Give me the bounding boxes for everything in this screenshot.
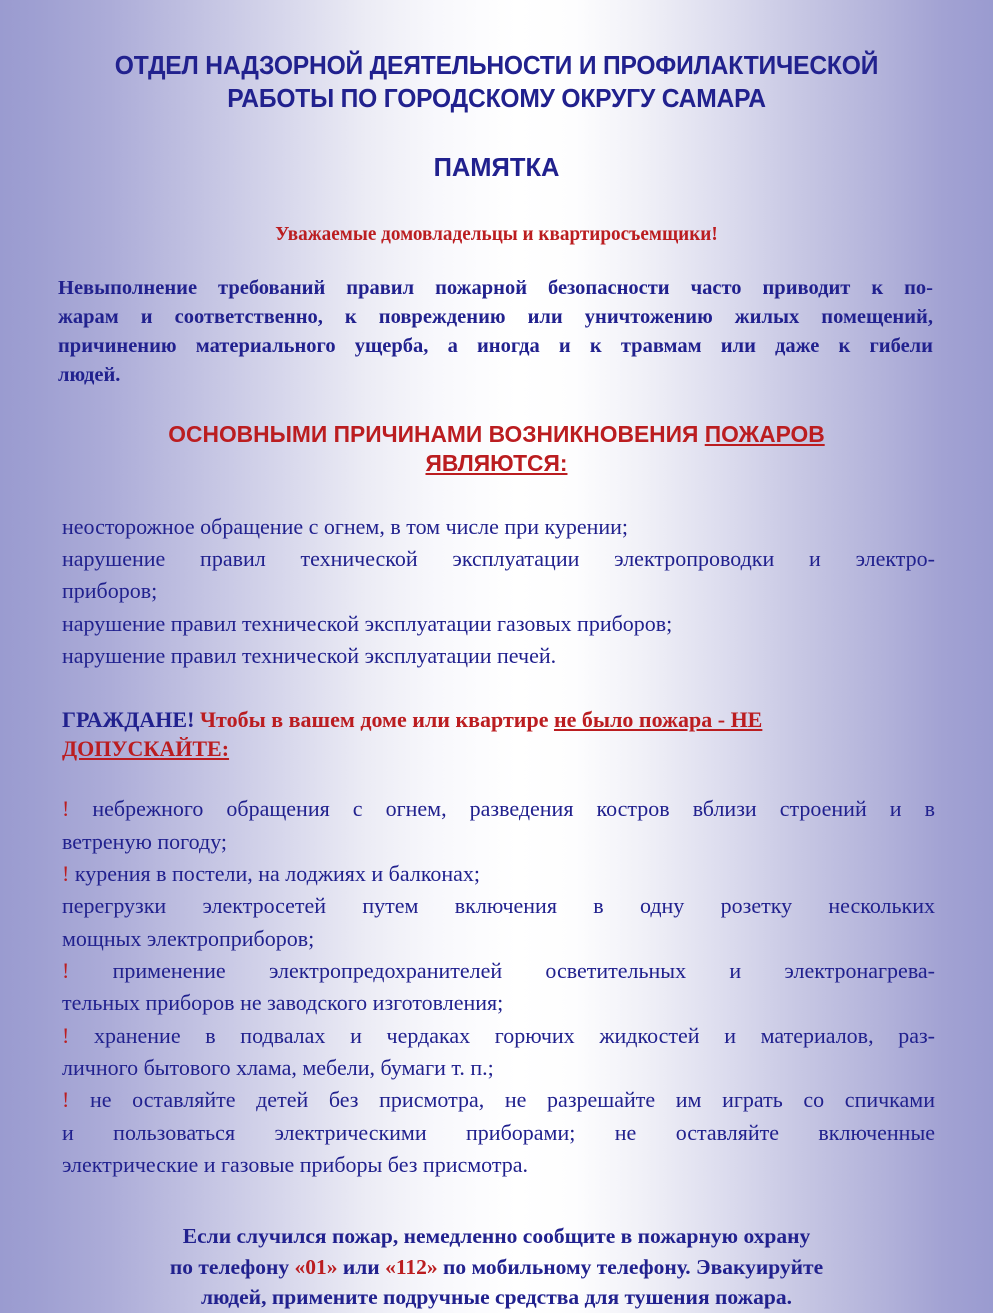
cause-item-line-1: нарушение правил технической эксплуатации газовых приборов; bbox=[62, 610, 673, 636]
warning-item-line-1: хранение в подвалах и чердаках горючих жидкостей и материалов, раз- bbox=[93, 1022, 935, 1048]
exclamation-icon: ! bbox=[62, 861, 70, 887]
closing-line-1: Если случился пожар, немедленно сообщите в пожарную охрану bbox=[182, 1224, 811, 1249]
organisation-title-line-2: РАБОТЫ ПО ГОРОДСКОМУ ОКРУГУ САМАРА bbox=[227, 84, 766, 113]
cause-item-last-line: приборов; bbox=[62, 578, 158, 604]
exclamation-icon: ! bbox=[62, 1087, 70, 1113]
warning-item bbox=[62, 1020, 935, 1085]
citizens-middle: Чтобы в вашем доме или квартире bbox=[194, 707, 554, 733]
closing-line-3: людей, примените подручные средства для тушения пожара. bbox=[201, 1285, 792, 1310]
warning-item-line-1: не оставляйте детей без присмотра, не разрешайте им играть со спичками bbox=[89, 1087, 935, 1113]
citizens-underlined-1: не было пожара - НЕ bbox=[553, 707, 763, 733]
warning-item bbox=[62, 1084, 935, 1181]
warning-item-first-line bbox=[62, 1084, 935, 1116]
causes-section-heading bbox=[71, 420, 922, 478]
intro-line-3: причинению материального ущерба, а иногда и к травмам или даже к гибели bbox=[58, 335, 933, 358]
closing-line-2 bbox=[72, 1252, 921, 1283]
exclamation-icon: ! bbox=[62, 958, 70, 983]
warning-item-last-line: личного бытового хлама, мебели, бумаги т. п.; bbox=[62, 1054, 494, 1080]
intro-line-4: людей. bbox=[58, 364, 121, 387]
intro-paragraph bbox=[58, 274, 935, 390]
emergency-phone-01: «01» bbox=[294, 1254, 338, 1279]
causes-heading-underlined-2: ЯВЛЯЮТСЯ: bbox=[425, 450, 568, 477]
warning-item-line-1: применение электропредохранителей осветительных и электронагрева- bbox=[112, 958, 936, 983]
warning-item-last-line: мощных электроприборов; bbox=[62, 925, 315, 951]
cause-item bbox=[62, 608, 935, 640]
warning-item-line-2: и пользоваться электрическими приборами; не оставляйте включенные bbox=[62, 1119, 935, 1145]
intro-line-1: Невыполнение требований правил пожарной безопасности часто приводит к по- bbox=[58, 276, 933, 299]
closing-instructions bbox=[58, 1221, 935, 1313]
organisation-title bbox=[79, 50, 914, 115]
warning-item bbox=[62, 955, 935, 1020]
warning-item-first-line bbox=[62, 1020, 935, 1052]
citizens-prefix: ГРАЖДАНЕ! bbox=[62, 707, 195, 733]
warnings-list bbox=[58, 793, 935, 1181]
warning-item-line-1: курения в постели, на лоджиях и балконах; bbox=[74, 861, 481, 887]
warning-item bbox=[62, 858, 935, 890]
citizens-callout bbox=[58, 706, 935, 763]
warning-item-last-line: электрические и газовые приборы без присмотра. bbox=[62, 1151, 529, 1177]
salutation: Уважаемые домовладельцы и квартиросъемщики! bbox=[275, 222, 718, 245]
citizens-underlined-2: ДОПУСКАЙТЕ: bbox=[62, 735, 230, 761]
cause-item bbox=[62, 640, 935, 672]
emergency-phone-112: «112» bbox=[385, 1254, 438, 1279]
warning-item bbox=[62, 890, 935, 955]
cause-item bbox=[62, 511, 935, 543]
closing-line-2-part-1: по телефону bbox=[169, 1254, 295, 1279]
cause-item-line-1: нарушение правил технической эксплуатации печей. bbox=[62, 642, 557, 668]
warning-item-first-line bbox=[62, 955, 935, 987]
warning-item-first-line bbox=[62, 793, 935, 825]
warning-item-last-line: ветреную погоду; bbox=[62, 828, 228, 854]
causes-heading-plain: ОСНОВНЫМИ ПРИЧИНАМИ ВОЗНИКНОВЕНИЯ bbox=[168, 421, 705, 448]
closing-line-2-part-2: или bbox=[337, 1254, 386, 1279]
exclamation-icon: ! bbox=[62, 1022, 70, 1048]
intro-line-2: жарам и соответственно, к повреждению или уничтожению жилых помещений, bbox=[58, 305, 933, 328]
warning-item-first-line bbox=[62, 858, 935, 890]
causes-list bbox=[58, 511, 935, 673]
cause-item-line-1: нарушение правил технической эксплуатации электропроводки и электро- bbox=[62, 545, 935, 571]
exclamation-icon: ! bbox=[62, 796, 70, 822]
organisation-title-line-1: ОТДЕЛ НАДЗОРНОЙ ДЕЯТЕЛЬНОСТИ И ПРОФИЛАКТИЧЕСКОЙ bbox=[114, 52, 879, 80]
warning-item-line-1: перегрузки электросетей путем включения в одну розетку нескольких bbox=[62, 893, 935, 919]
cause-item bbox=[62, 543, 935, 608]
warning-item-last-line: тельных приборов не заводского изготовления; bbox=[62, 990, 504, 1016]
cause-item-line-1: неосторожное обращение с огнем, в том числе при курении; bbox=[62, 513, 629, 539]
causes-heading-underlined-1: ПОЖАРОВ bbox=[704, 421, 825, 448]
warning-item bbox=[62, 793, 935, 858]
closing-line-2-part-3: по мобильному телефону. Эвакуируйте bbox=[437, 1254, 824, 1279]
document-kind-title: ПАМЯТКА bbox=[433, 154, 560, 183]
warning-item-line-1: небрежного обращения с огнем, разведения костров вблизи строений и в bbox=[92, 796, 935, 822]
